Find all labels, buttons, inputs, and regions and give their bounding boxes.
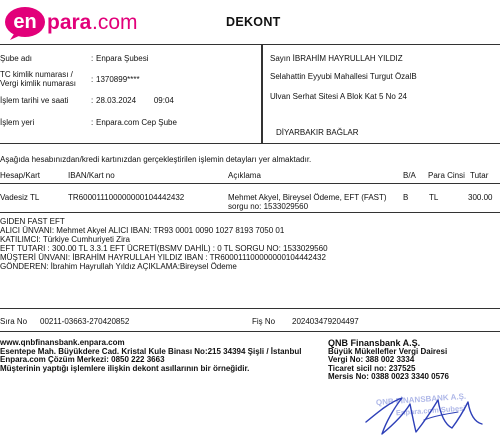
footer-website: www.qnbfinansbank.enpara.com <box>0 338 125 347</box>
cell-currency: TL <box>429 193 439 202</box>
table-header-divider <box>0 183 500 184</box>
transfer-info-line: KATILIMCI: Türkiye Cumhuriyeti Zira <box>0 234 130 244</box>
tax-id-value: 1370899**** <box>96 75 140 84</box>
footer-bank-info <box>328 339 449 382</box>
cell-amount: 300.00 <box>468 193 493 202</box>
col-header-ba: B/A <box>403 171 416 180</box>
tax-office: Büyük Mükellefler Vergi Dairesi <box>328 346 448 356</box>
datetime-separator: : <box>91 96 94 105</box>
footer-note: Müşterinin yaptığı işlemlere ilişkin dekont asıllarının bir örneğidir. <box>0 363 250 373</box>
sira-no-label: Sıra No <box>0 317 28 326</box>
cell-account: Vadesiz TL <box>0 193 40 202</box>
col-header-description: Açıklama <box>228 171 261 180</box>
stamp-text-line1: QNB FİNANSBANK A.Ş. <box>375 391 467 408</box>
tax-id-separator: : <box>91 75 94 84</box>
transfer-info-line: MÜŞTERİ ÜNVANI: İBRAHİM HAYRULLAH YILDIZ IBAN : TR600011100000000104442432 <box>0 252 326 262</box>
cell-description-line1: Mehmet Akyel, Bireysel Ödeme, EFT (FAST) <box>228 193 387 202</box>
trade-registry: Ticaret sicil no: 237525 <box>328 363 416 373</box>
transfer-info-line: GÖNDEREN: İbrahim Hayrullah Yıldız AÇIKLAMA:Bireysel Ödeme <box>0 261 237 271</box>
sira-no-value: 00211-03663-270420852 <box>40 317 130 326</box>
enpara-logo <box>4 4 174 40</box>
transfer-info-line: GIDEN FAST EFT <box>0 217 65 226</box>
recipient-name: Sayın İBRAHİM HAYRULLAH YILDIZ <box>270 54 403 63</box>
transfer-info-line: ALICI ÜNVANI: Mehmet Akyel ALICI IBAN: TR93 0001 0090 1027 8193 7050 01 <box>0 225 285 235</box>
datetime-value: 28.03.2024 09:04 <box>96 96 174 105</box>
footer-support-phone: Enpara.com Çözüm Merkezi: 0850 222 3663 <box>0 355 165 365</box>
cell-iban: TR600011100000000104442432 <box>68 193 185 202</box>
branch-separator: : <box>91 54 94 63</box>
col-header-amount: Tutar <box>470 171 489 180</box>
tax-number: Vergi No: 388 002 3334 <box>328 355 415 365</box>
footer-address: Esentepe Mah. Büyükdere Cad. Kristal Kule Binası No:215 34394 Şişli / İstanbul <box>0 346 302 356</box>
datetime-label: İşlem tarihi ve saati <box>0 96 69 105</box>
branch-value: Enpara Şubesi <box>96 54 149 63</box>
location-value: Enpara.com Cep Şube <box>96 118 177 127</box>
col-header-iban: IBAN/Kart no <box>68 171 115 180</box>
logo-en-text: en <box>13 11 37 33</box>
bank-name: QNB Finansbank A.Ş. <box>328 338 421 348</box>
stamp-text-line2: Enpara.com Şubesi <box>395 403 466 418</box>
mersis-number: Mersis No: 0388 0023 3340 0576 <box>328 372 449 382</box>
transfer-info <box>0 218 500 271</box>
info-divider <box>0 308 500 309</box>
intro-text: Aşağıda hesabınızdan/kredi kartınızdan gerçekleştirilen işlemin detayları yer almaktadır. <box>0 155 312 164</box>
transfer-info-line: EFT TUTARI : 300.00 TL 3.3.1 EFT ÜCRETİ(BSMV DAHİL) : 0 TL SORGU NO: 1533029560 <box>0 243 328 253</box>
location-label: İşlem yeri <box>0 118 35 127</box>
recipient-address-line2: Ulvan Serhat Sitesi A Blok Kat 5 No 24 <box>270 92 407 101</box>
footer-contact <box>0 339 301 373</box>
page-title: DEKONT <box>226 15 281 29</box>
recipient-address-line1: Selahattin Eyyubi Mahallesi Turgut ÖzalB <box>270 72 417 81</box>
location-separator: : <box>91 118 94 127</box>
branch-label: Şube adı <box>0 54 33 63</box>
fis-no-label: Fiş No <box>252 317 276 326</box>
logo-domain-text: .com <box>92 11 138 34</box>
tax-id-label: TC kimlik numarası / Vergi kimlik numarası <box>0 70 77 89</box>
cell-ba: B <box>403 193 409 202</box>
logo-para-text: para <box>47 11 92 34</box>
bank-stamp-signature <box>360 382 500 438</box>
cell-description-line2: sorgu no: 1533029560 <box>228 202 309 211</box>
table-bottom-divider <box>0 212 500 213</box>
col-header-account: Hesap/Kart <box>0 171 41 180</box>
recipient-city: DİYARBAKIR BAĞLAR <box>276 128 359 137</box>
col-header-currency: Para Cinsi <box>428 171 465 180</box>
footer-divider <box>0 331 500 332</box>
fis-no-value: 202403479204497 <box>292 317 359 326</box>
